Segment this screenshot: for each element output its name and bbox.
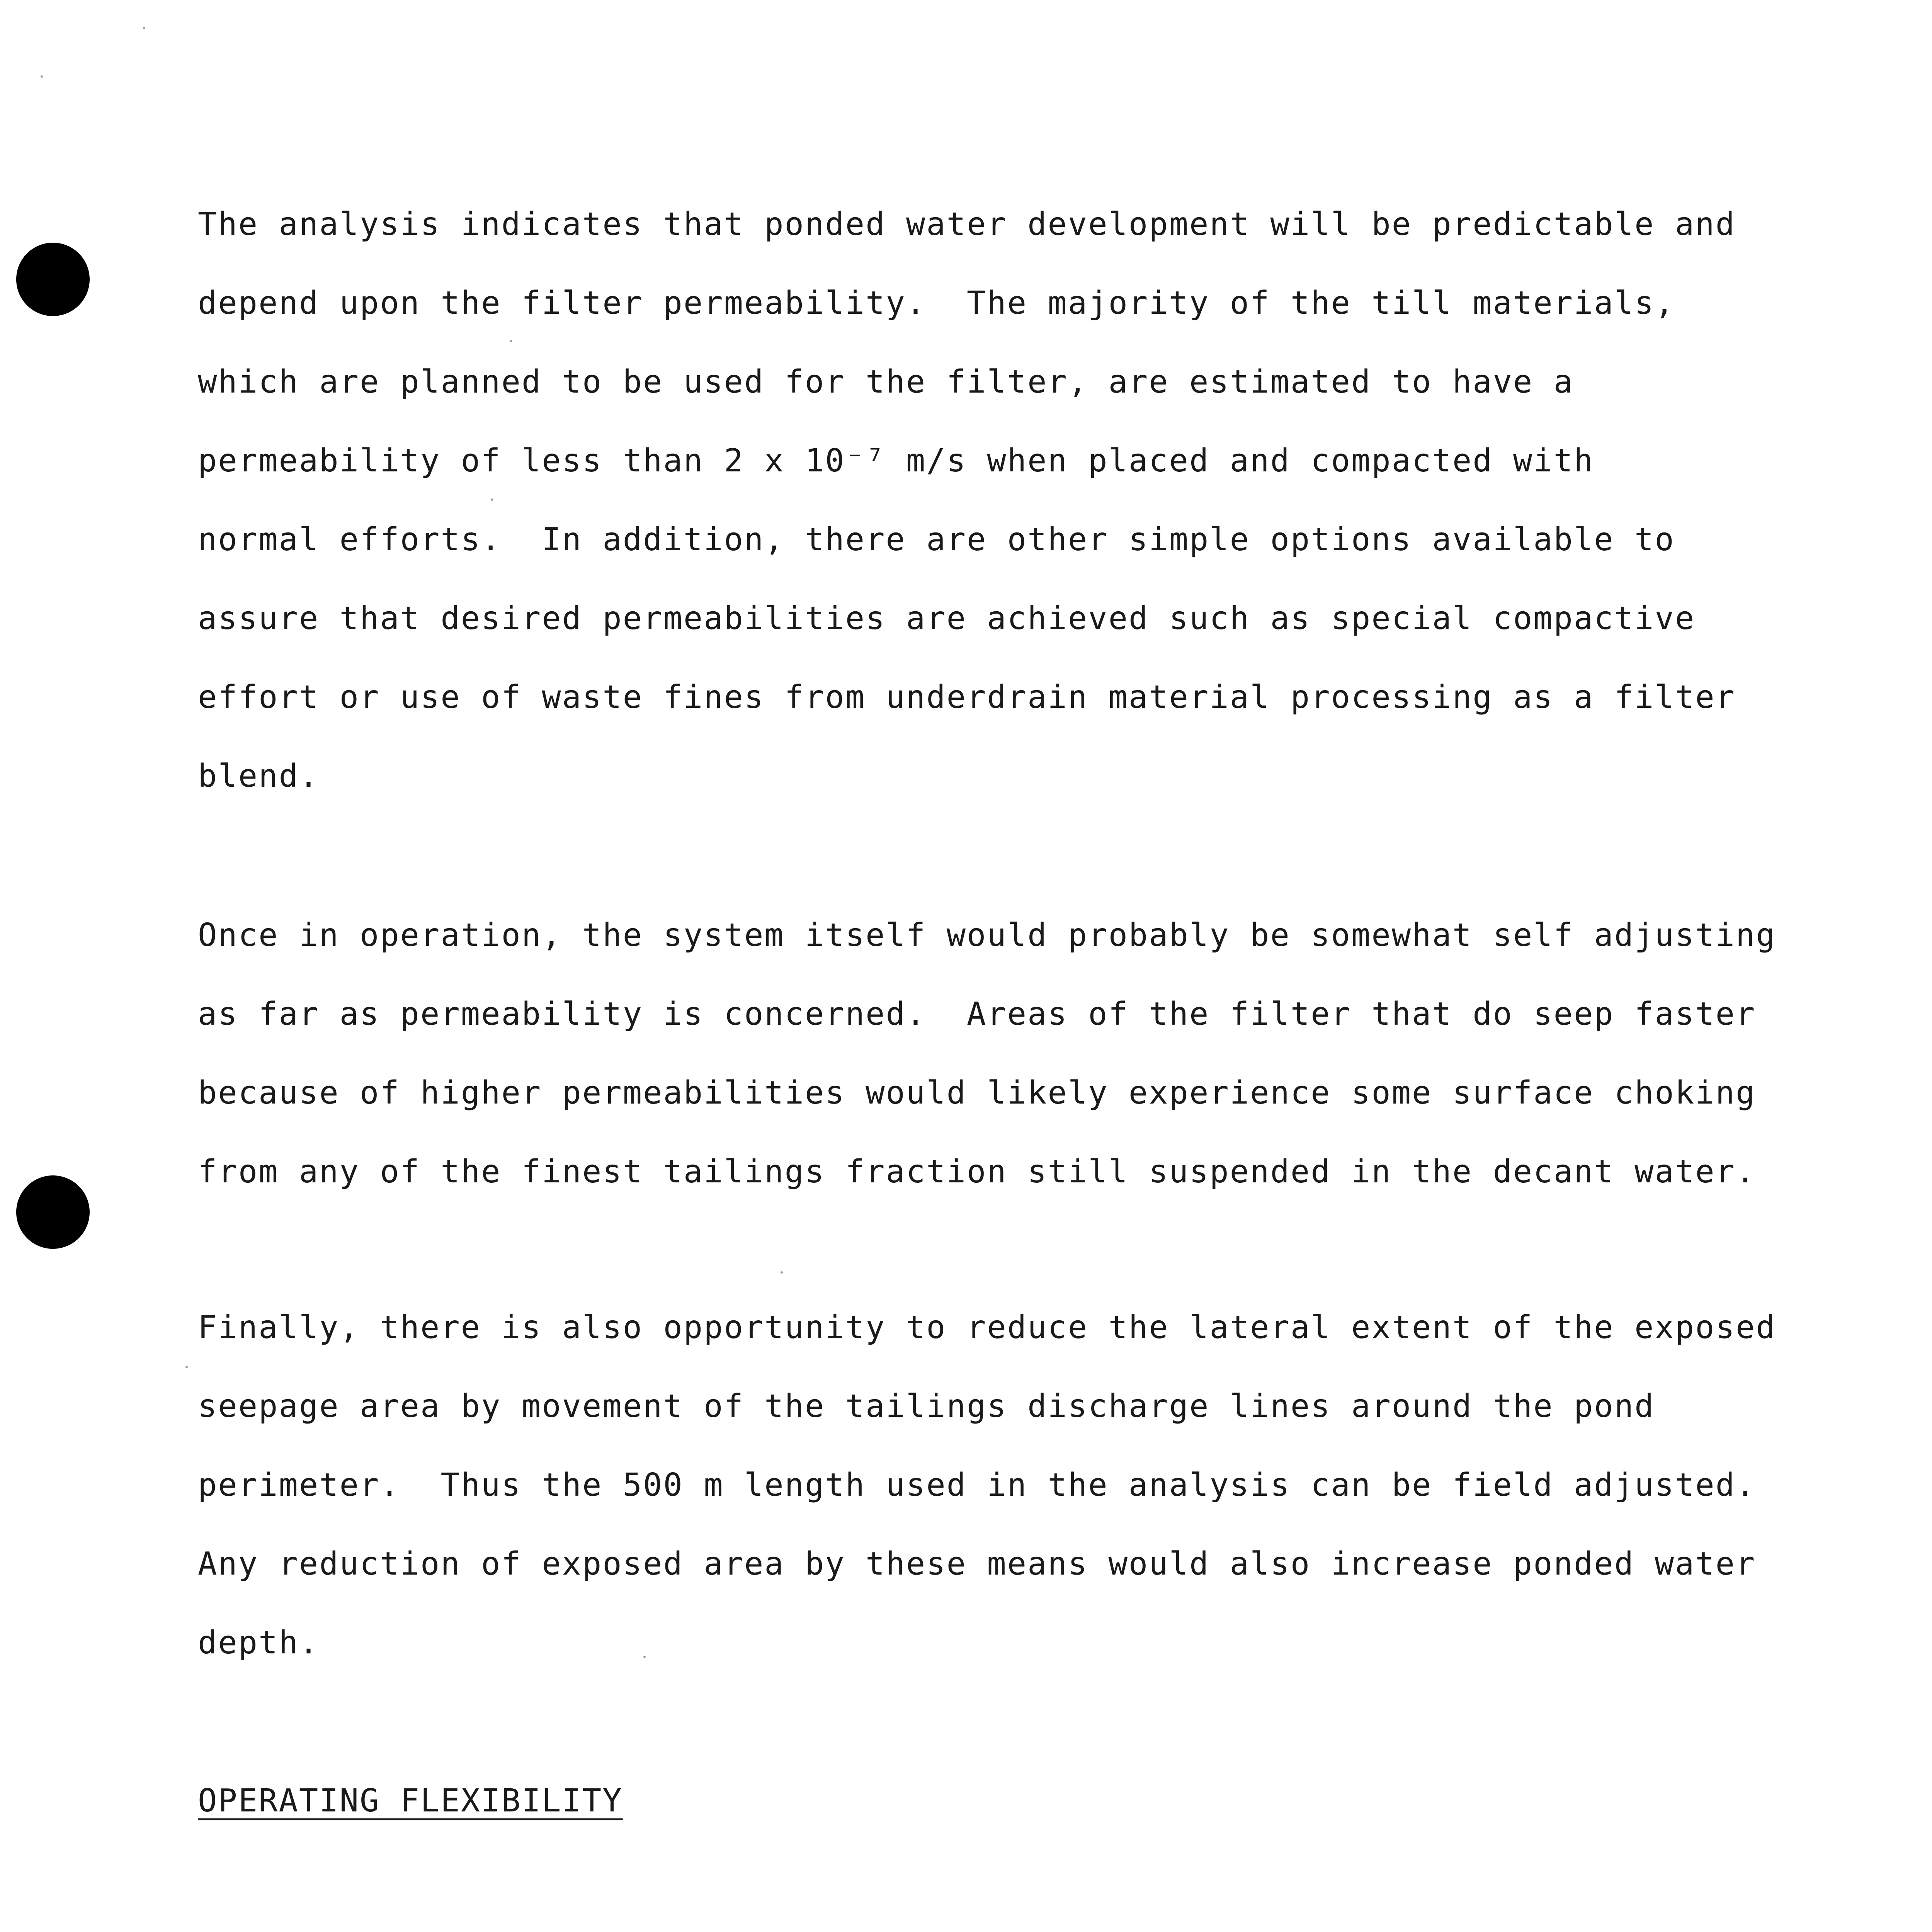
text-line: The analysis indicates that ponded water development will be predictable and: [198, 206, 1736, 243]
text-line: depend upon the filter permeability. The majority of the till materials,: [198, 285, 1675, 321]
scan-speck: [491, 498, 493, 501]
scan-speck: [185, 1366, 188, 1368]
punch-hole-middle: [16, 1175, 90, 1249]
scan-speck: [510, 340, 512, 342]
scan-speck: [643, 1656, 646, 1658]
text-line: depth.: [198, 1624, 320, 1661]
text-line: assure that desired permeabilities are achieved such as special compactive: [198, 600, 1696, 637]
text-line: because of higher permeabilities would likely experience some surface choking: [198, 1075, 1756, 1111]
text-line: normal efforts. In addition, there are other simple options available to: [198, 521, 1675, 558]
section-heading-operating-flexibility: OPERATING FLEXIBILITY: [198, 1782, 623, 1819]
text-line: from any of the finest tailings fraction still suspended in the decant water.: [198, 1153, 1756, 1190]
scan-speck: [781, 1271, 783, 1274]
text-line: Finally, there is also opportunity to reduce the lateral extent of the exposed: [198, 1309, 1776, 1346]
scan-speck: [41, 75, 43, 78]
text-line: effort or use of waste fines from underdrain material processing as a filter: [198, 679, 1736, 716]
punch-hole-top: [16, 243, 90, 316]
text-line: Any reduction of exposed area by these means would also increase ponded water: [198, 1546, 1756, 1582]
text-line: which are planned to be used for the filter, are estimated to have a: [198, 364, 1574, 400]
text-line: blend.: [198, 758, 320, 794]
scan-speck: [143, 27, 145, 29]
text-line: as far as permeability is concerned. Areas of the filter that do seep faster: [198, 996, 1756, 1032]
text-line: seepage area by movement of the tailings discharge lines around the pond: [198, 1388, 1655, 1425]
text-line: permeability of less than 2 x 10⁻⁷ m/s when placed and compacted with: [198, 442, 1594, 479]
text-line: Once in operation, the system itself would probably be somewhat self adjusting: [198, 917, 1776, 954]
text-line: perimeter. Thus the 500 m length used in the analysis can be field adjusted.: [198, 1467, 1756, 1503]
